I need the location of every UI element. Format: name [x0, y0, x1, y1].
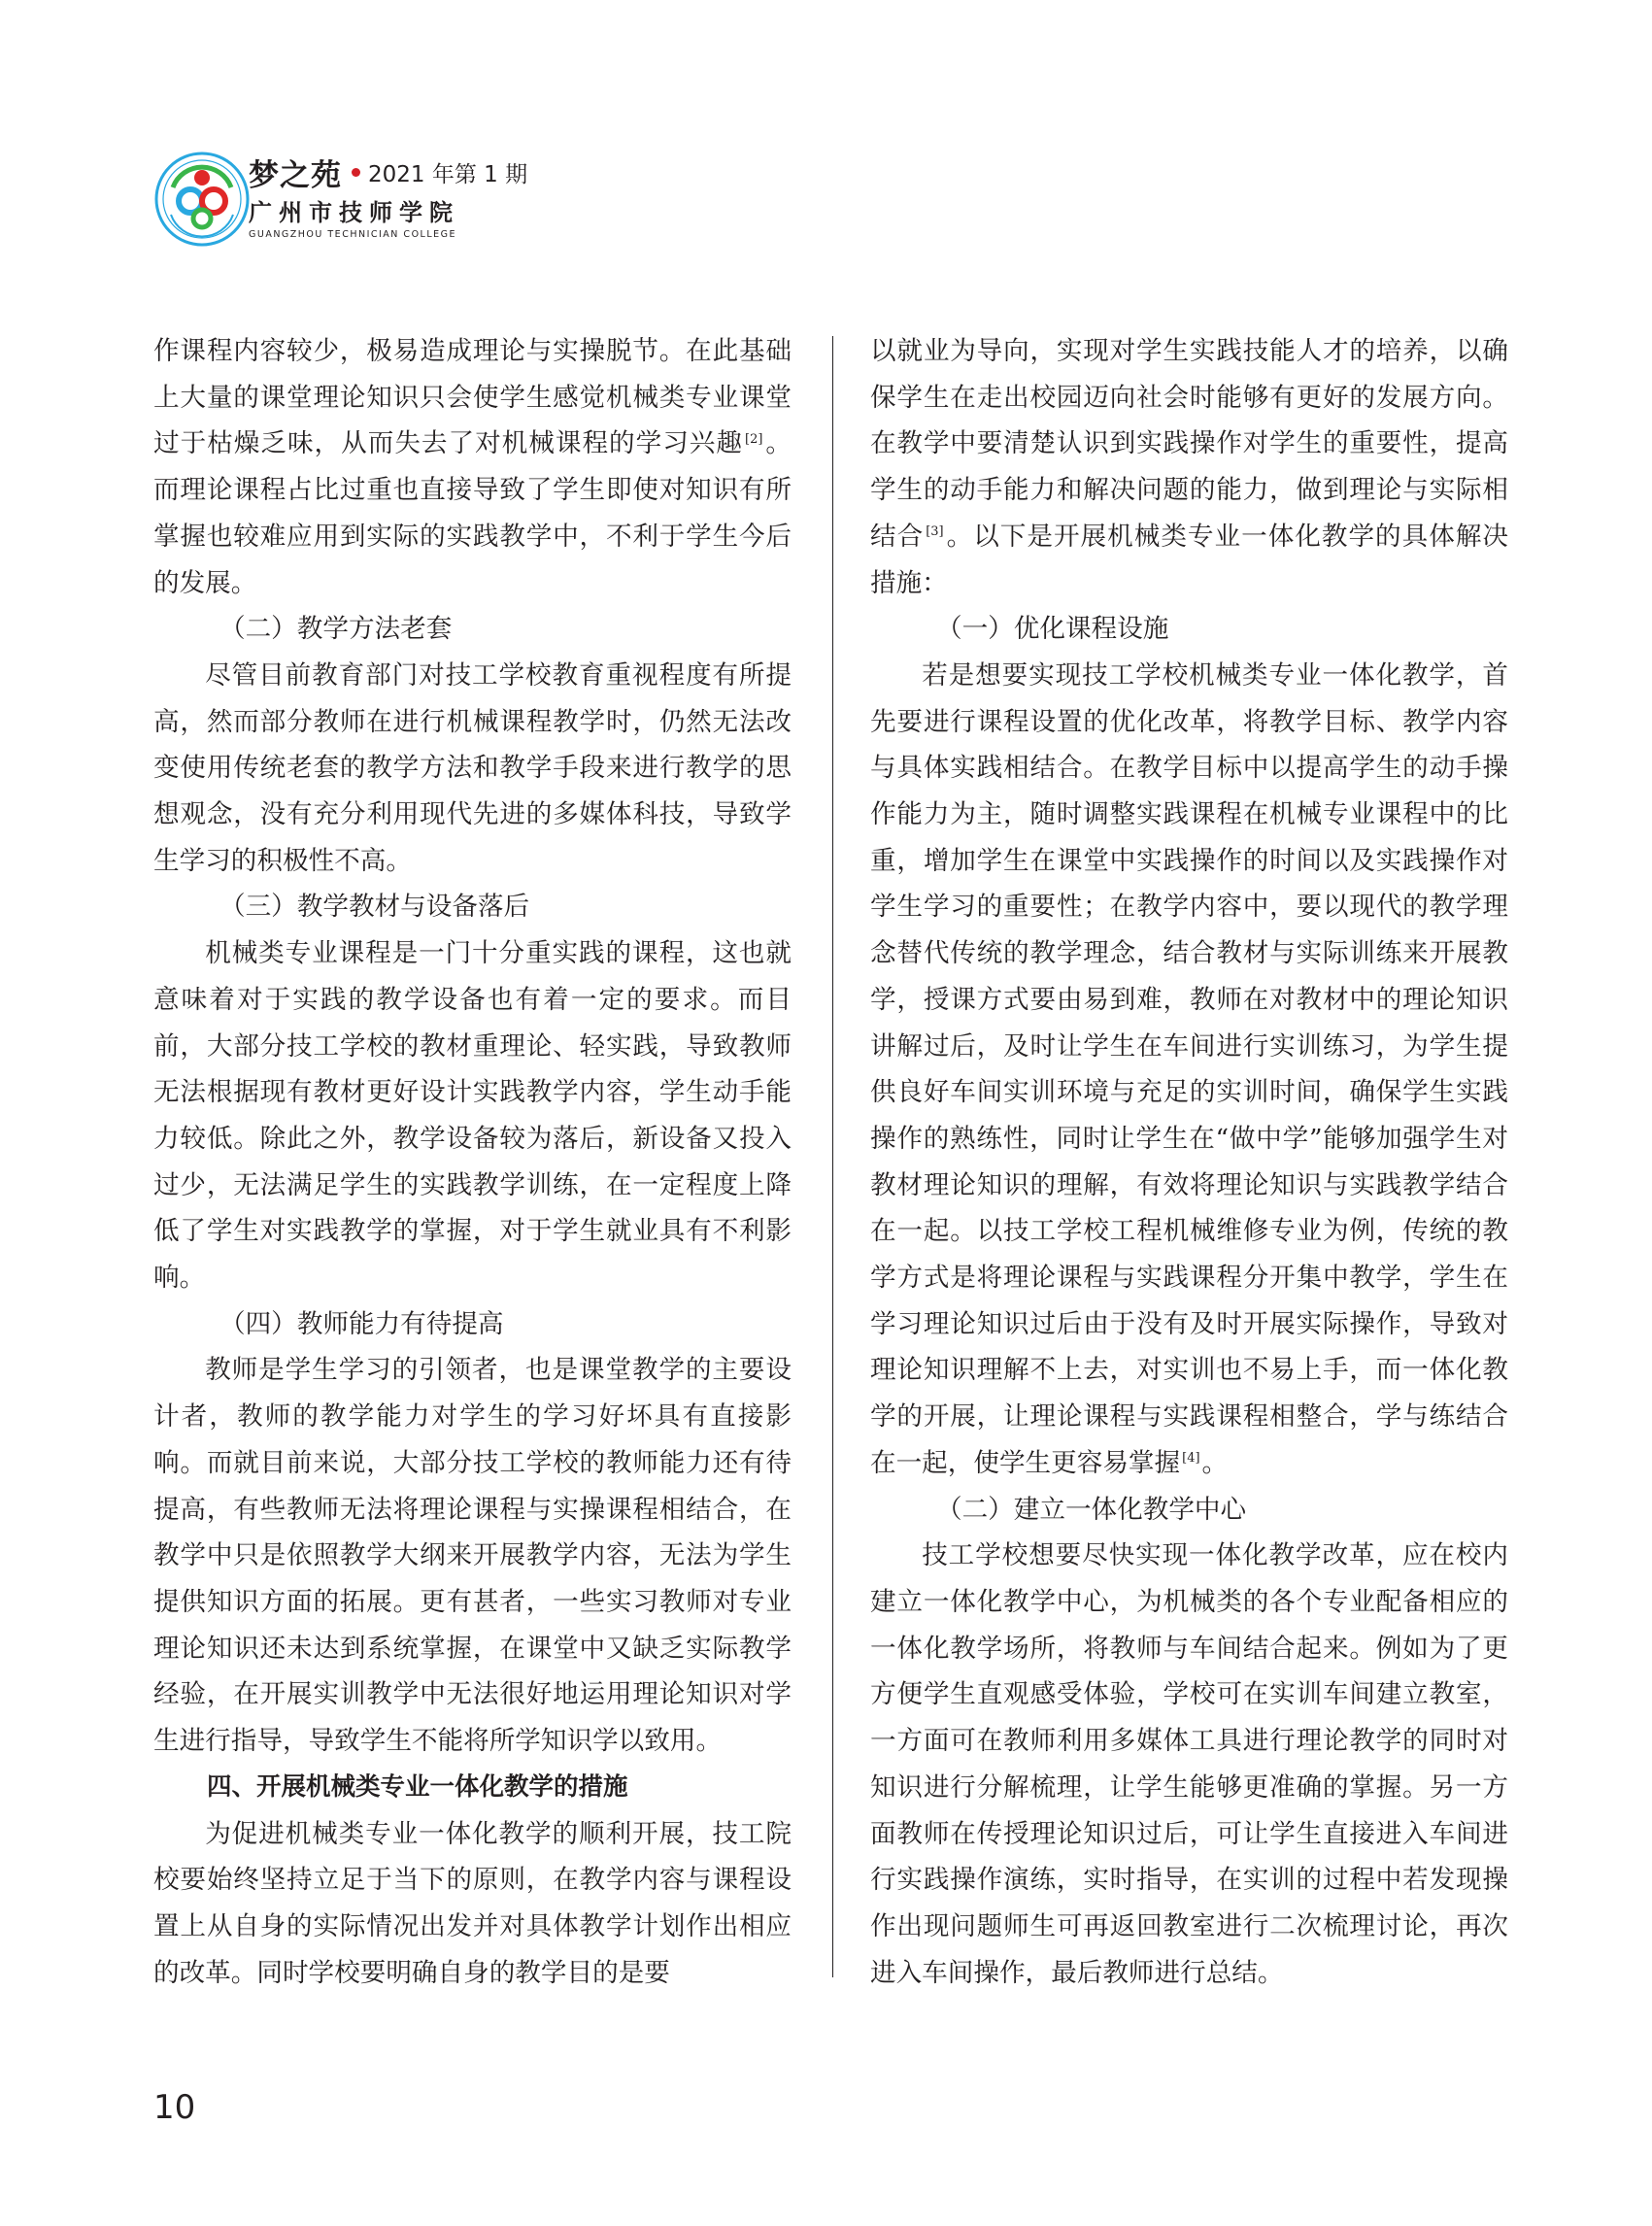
- page-header: [153, 151, 561, 248]
- paragraph-text: 若是想要实现技工学校机械类专业一体化教学，首先要进行课程设置的优化改革，将教学目标、教学内容与具体实践相结合。在教学目标中以提高学生的动手操作能力为主，随时调整实践课程在机械专业课程中的比重，增加学生在课堂中实践操作的时间以及实践操作对学生学习的重要性；在教学内容中，要以现代的教学理念替代传统的教学理念，结合教材与实际训练来开展教学，授课方式要由易到难，教师在对教材中的理论知识讲解过后，及时让学生在车间进行实训练习，为学生提供良好车间实训环境与充足的实训时间，确保学生实践操作的熟练性，同时让学生在“做中学”能够加强学生对教材理论知识的理解，有效将理论知识与实践教学结合在一起。以技工学校工程机械维修专业为例，传统的教学方式是将理论课程与实践课程分开集中教学，学生在学习理论知识过后由于没有及时开展实际操作，导致对理论知识理解不上去，对实训也不易上手，而一体化教学的开展，让理论课程与实践课程相整合，学与练结合在一起，使学生更容易掌握: [870, 659, 1508, 1478]
- paragraph: 尽管目前教育部门对技工学校教育重视程度有所提高，然而部分教师在进行机械课程教学时，仍然无法改变使用传统老套的教学方法和教学手段来进行教学的思想观念，没有充分利用现代先进的多媒体科技，导致学生学习的积极性不高。: [153, 659, 792, 876]
- paragraph: [870, 328, 1508, 606]
- left-column: [153, 328, 792, 1996]
- college-name-cn: 广州市技师学院: [249, 199, 459, 226]
- magazine-name: 梦之苑: [249, 157, 342, 193]
- paragraph-text: 以就业为导向，实现对学生实践技能人才的培养，以确保学生在走出校园迈向社会时能够有更好的发展方向。在教学中要清楚认识到实践操作对学生的重要性，提高学生的动手能力和解决问题的能力，做到理论与实际相结合: [870, 336, 1508, 552]
- paragraph: 机械类专业课程是一门十分重实践的课程，这也就意味着对于实践的教学设备也有着一定的要求。而目前，大部分技工学校的教材重理论、轻实践，导致教师无法根据现有教材更好设计实践教学内容，学生动手能力较低。除此之外，教学设备较为落后，新设备又投入过少，无法满足学生的实践教学训练，在一定程度上降低了学生对实践教学的掌握，对于学生就业具有不利影响。: [153, 938, 792, 1294]
- page-number: 10: [153, 2088, 196, 2127]
- paragraph: [153, 328, 792, 606]
- paragraph: 教师是学生学习的引领者，也是课堂教学的主要设计者，教师的教学能力对学生的学习好坏具有直接影响。而就目前来说，大部分技工学校的教师能力还有待提高，有些教师无法将理论课程与实操课程相结合，在教学中只是依照教学大纲来开展教学内容，无法为学生提供知识方面的拓展。更有甚者，一些实习教师对专业理论知识还未达到系统掌握，在课堂中又缺乏实际教学经验，在开展实训教学中无法很好地运用理论知识对学生进行指导，导致学生不能将所学知识学以致用。: [153, 1355, 792, 1757]
- paragraph-text: 。而理论课程占比过重也直接导致了学生即使对知识有所掌握也较难应用到实际的实践教学中，不利于学生今后的发展。: [153, 428, 792, 598]
- subsection-heading: （二）教学方法老套: [219, 614, 453, 645]
- column-divider: [832, 336, 833, 1977]
- paragraph: 为促进机械类专业一体化教学的顺利开展，技工院校要始终坚持立足于当下的原则，在教学内容与课程设置上从自身的实际情况出发并对具体教学计划作出相应的改革。同时学校要明确自身的教学目的是要: [153, 1818, 792, 1988]
- masthead-title-line: [249, 151, 527, 193]
- issue-label: 2021 年第 1 期: [368, 161, 528, 187]
- paragraph: [870, 653, 1508, 1487]
- right-column: [870, 328, 1508, 1996]
- citation: [4]: [1182, 1451, 1200, 1467]
- paragraph-text: 作课程内容较少，极易造成理论与实操脱节。在此基础上大量的课堂理论知识只会使学生感觉机械类专业课堂过于枯燥乏味，从而失去了对机械课程的学习兴趣: [153, 336, 792, 459]
- paragraph: 技工学校想要尽快实现一体化教学改革，应在校内建立一体化教学中心，为机械类的各个专业配备相应的一体化教学场所，将教师与车间结合起来。例如为了更方便学生直观感受体验，学校可在实训车间建立教室，一方面可在教师利用多媒体工具进行理论教学的同时对知识进行分解梳理，让学生能够更准确的掌握。另一方面教师在传授理论知识过后，可让学生直接进入车间进行实践操作演练，实时指导，在实训的过程中若发现操作出现问题师生可再返回教室进行二次梳理讨论，再次进入车间操作，最后教师进行总结。: [870, 1540, 1508, 1988]
- paragraph-text: 。以下是开展机械类专业一体化教学的具体解决措施：: [870, 521, 1509, 598]
- subsection-heading: （一）优化课程设施: [936, 614, 1169, 645]
- subsection-heading: （三）教学教材与设备落后: [219, 892, 530, 923]
- college-name-en: GUANGZHOU TECHNICIAN COLLEGE: [249, 229, 456, 240]
- separator-dot-icon: [352, 168, 360, 177]
- subsection-heading: （二）建立一体化教学中心: [936, 1494, 1247, 1525]
- masthead: [249, 151, 527, 240]
- subsection-heading: （四）教师能力有待提高: [219, 1308, 504, 1339]
- citation: [3]: [926, 523, 944, 539]
- section-heading: 四、开展机械类专业一体化教学的措施: [207, 1771, 628, 1802]
- paragraph-text: 。: [1201, 1447, 1229, 1478]
- citation: [2]: [745, 431, 763, 447]
- college-logo-icon: [153, 151, 251, 248]
